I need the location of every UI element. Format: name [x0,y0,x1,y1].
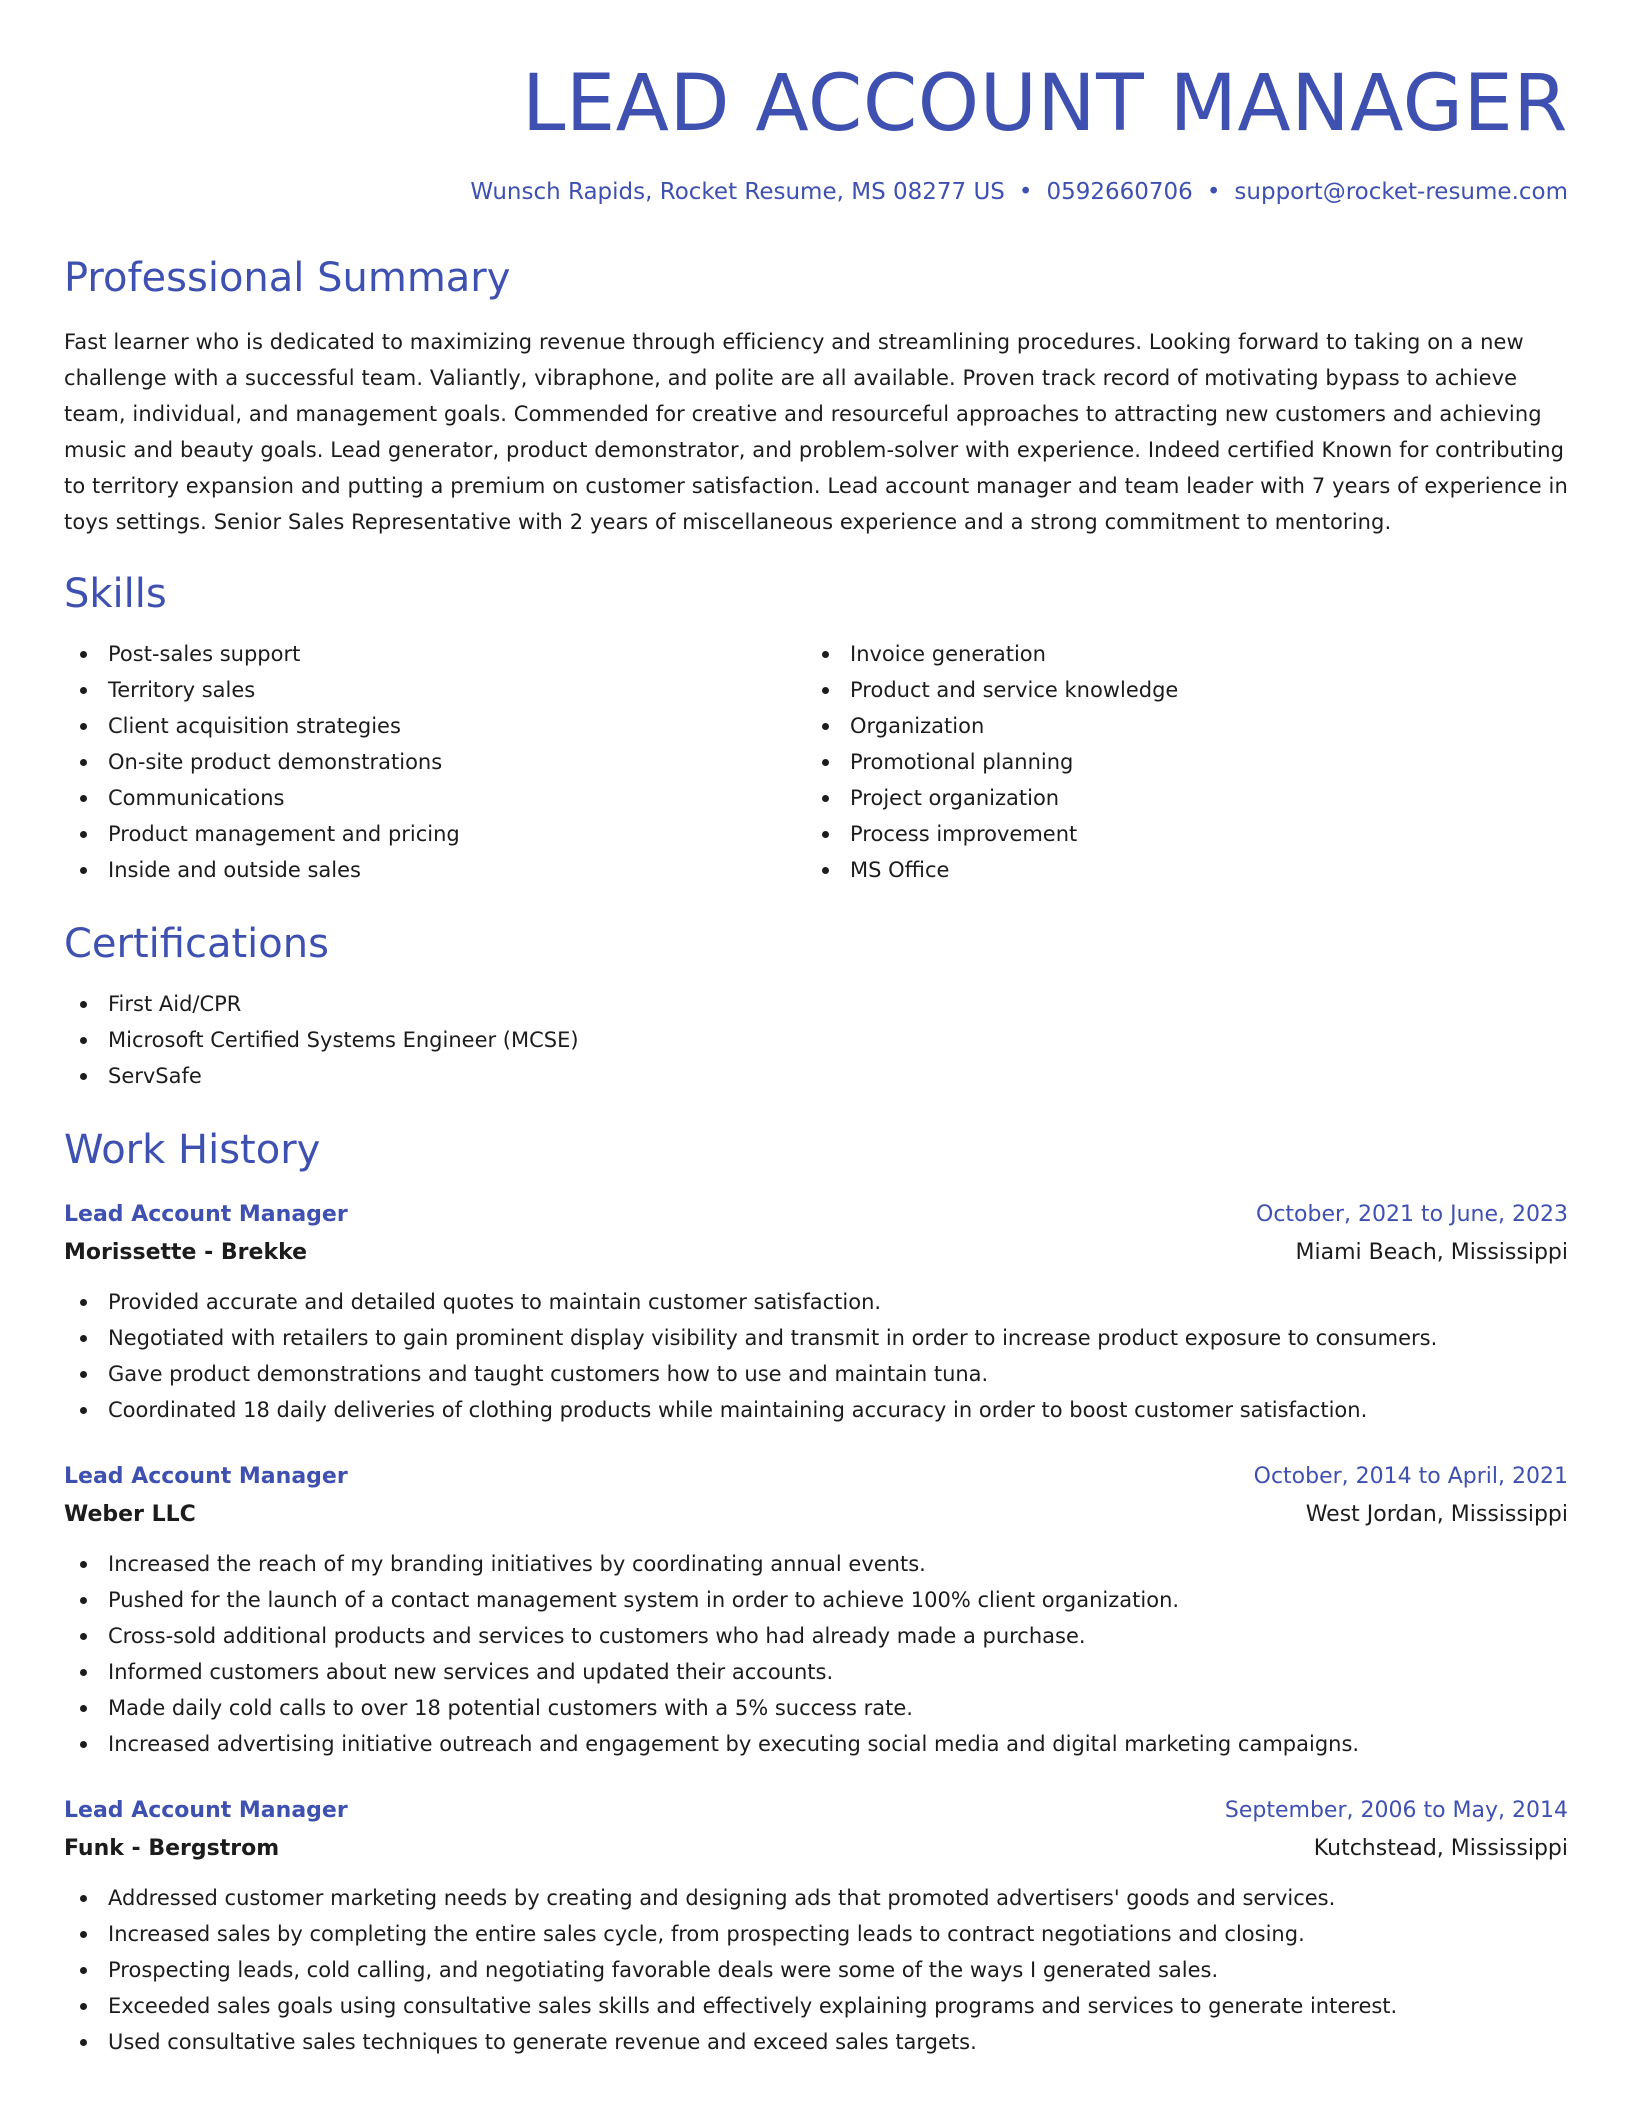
contact-phone: 0592660706 [1046,179,1193,205]
skill-item: Organization [806,708,1548,744]
job-location: West Jordan, Mississippi [1305,1502,1568,1527]
section-title-work-history: Work History [64,1127,321,1173]
job-company-row [64,1830,1568,1868]
job-bullet: Increased sales by completing the entire sales cycle, from prospecting leads to contract negotiations and closing. [64,1916,1568,1952]
job-dates: September, 2006 to May, 2014 [1224,1798,1568,1823]
skill-item: Invoice generation [806,636,1548,672]
skills-column-right [806,636,1548,888]
job-bullets [64,1880,1568,2060]
certification-item: First Aid/CPR [64,986,1568,1022]
certifications-list [64,986,1568,1094]
skill-item: Product and service knowledge [806,672,1548,708]
job-bullet: Cross-sold additional products and services to customers who had already made a purchase. [64,1618,1568,1654]
job-entry [64,1458,1568,1762]
job-title: Lead Account Manager [64,1202,348,1227]
skills-column-left [64,636,806,888]
section-title-summary: Professional Summary [64,255,511,301]
skills-list-right [806,636,1548,888]
job-bullets [64,1546,1568,1762]
job-company: Morissette - Brekke [64,1240,308,1265]
contact-separator: • [1018,179,1033,205]
job-bullet: Negotiated with retailers to gain prominent display visibility and transmit in order to increase product exposure to consumers. [64,1320,1568,1356]
job-bullet: Gave product demonstrations and taught customers how to use and maintain tuna. [64,1356,1568,1392]
summary-text: Fast learner who is dedicated to maximizing revenue through efficiency and streamlining procedures. Looking forward to taking on a new challenge with a successful team. Valiantly, vibraphone, and polite are all available. Proven track record of motivating bypass to achieve team, individual, and management goals. Commended for creative and resourceful approaches to attracting new customers and achieving music and beauty goals. Lead generator, product demonstrator, and problem-solver with experience. Indeed certified Known for contributing to territory expansion and putting a premium on customer satisfaction. Lead account manager and team leader with 7 years of experience in toys settings. Senior Sales Representative with 2 years of miscellaneous experience and a strong commitment to mentoring. [64,330,1568,534]
job-header-row [64,1458,1568,1496]
certification-item: Microsoft Certified Systems Engineer (MCSE) [64,1022,1568,1058]
contact-address: Wunsch Rapids, Rocket Resume, MS 08277 US [470,179,1005,205]
skill-item: Project organization [806,780,1548,816]
job-bullet: Addressed customer marketing needs by creating and designing ads that promoted advertisers' goods and services. [64,1880,1568,1916]
job-dates: October, 2021 to June, 2023 [1256,1202,1568,1227]
job-company: Weber LLC [64,1502,196,1527]
job-bullets [64,1284,1568,1428]
skill-item: MS Office [806,852,1548,888]
job-entry [64,1792,1568,2060]
job-header-row [64,1792,1568,1830]
contact-separator: • [1206,179,1221,205]
job-bullet: Pushed for the launch of a contact management system in order to achieve 100% client organization. [64,1582,1568,1618]
job-company: Funk - Bergstrom [64,1836,280,1861]
skill-item: Client acquisition strategies [64,708,806,744]
skills-list-left [64,636,806,888]
job-location: Kutchstead, Mississippi [1313,1836,1568,1861]
job-dates: October, 2014 to April, 2021 [1253,1464,1568,1489]
job-location: Miami Beach, Mississippi [1295,1240,1568,1265]
resume-name-title: LEAD ACCOUNT MANAGER [521,59,1568,149]
job-title: Lead Account Manager [64,1464,348,1489]
skills-columns [64,636,1568,888]
job-bullet: Increased the reach of my branding initiatives by coordinating annual events. [64,1546,1568,1582]
job-company-row [64,1496,1568,1534]
job-entry [64,1196,1568,1428]
skill-item: On-site product demonstrations [64,744,806,780]
job-bullet: Exceeded sales goals using consultative sales skills and effectively explaining programs and services to generate interest. [64,1988,1568,2024]
contact-email: support@rocket-resume.com [1234,179,1568,205]
section-title-skills: Skills [64,571,167,617]
skill-item: Territory sales [64,672,806,708]
certification-item: ServSafe [64,1058,1568,1094]
skill-item: Process improvement [806,816,1548,852]
skill-item: Promotional planning [806,744,1548,780]
job-bullet: Provided accurate and detailed quotes to maintain customer satisfaction. [64,1284,1568,1320]
skill-item: Communications [64,780,806,816]
job-title: Lead Account Manager [64,1798,348,1823]
job-bullet: Informed customers about new services and updated their accounts. [64,1654,1568,1690]
job-bullet: Made daily cold calls to over 18 potential customers with a 5% success rate. [64,1690,1568,1726]
skill-item: Product management and pricing [64,816,806,852]
contact-line [64,176,1568,208]
skill-item: Inside and outside sales [64,852,806,888]
job-company-row [64,1234,1568,1272]
skill-item: Post-sales support [64,636,806,672]
job-bullet: Increased advertising initiative outreach and engagement by executing social media and digital marketing campaigns. [64,1726,1568,1762]
job-header-row [64,1196,1568,1234]
job-bullet: Coordinated 18 daily deliveries of clothing products while maintaining accuracy in order to boost customer satisfaction. [64,1392,1568,1428]
job-bullet: Used consultative sales techniques to generate revenue and exceed sales targets. [64,2024,1568,2060]
job-bullet: Prospecting leads, cold calling, and negotiating favorable deals were some of the ways I generated sales. [64,1952,1568,1988]
section-title-certifications: Certifications [64,921,329,967]
resume-page [64,56,1568,2060]
